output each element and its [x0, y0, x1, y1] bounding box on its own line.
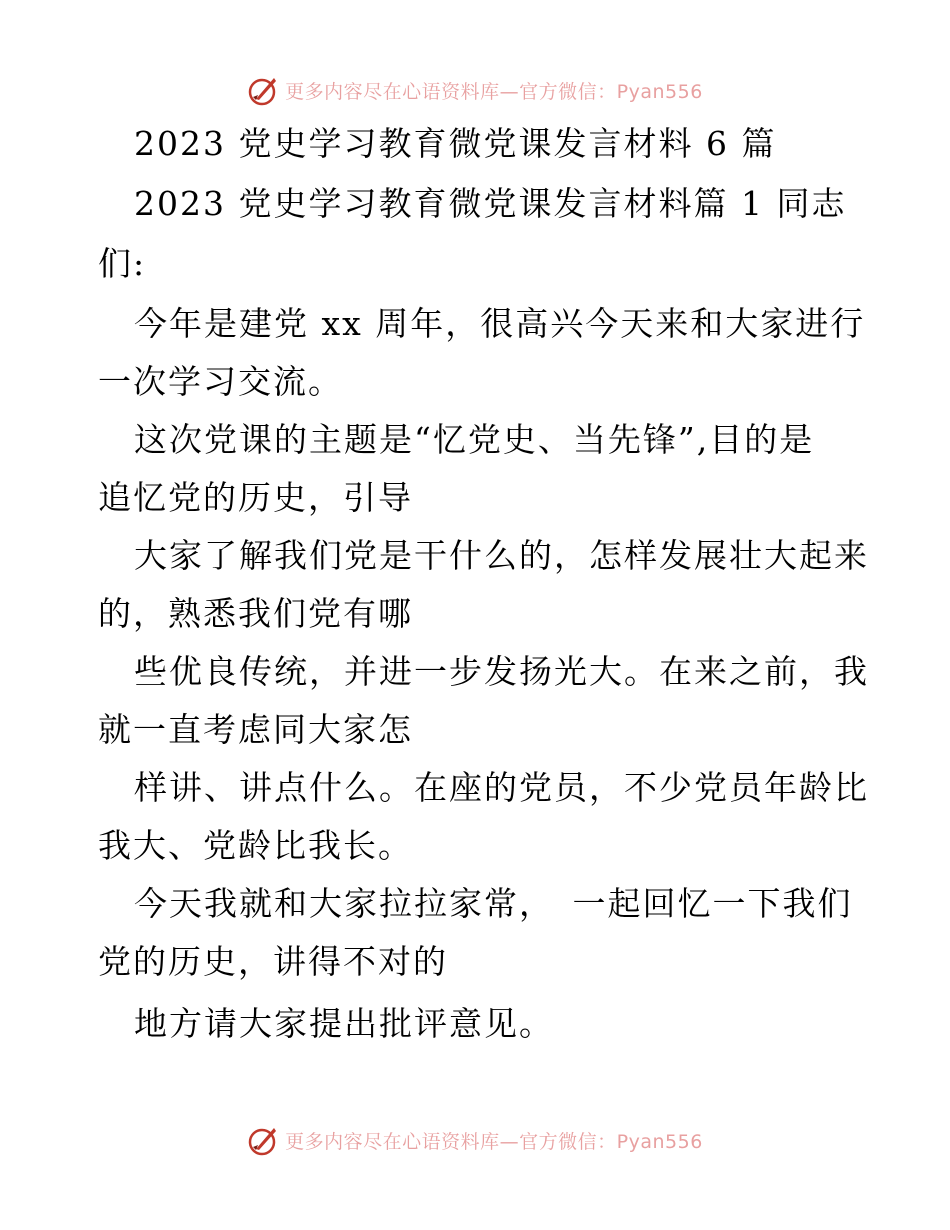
paragraph-line: 地方请大家提出批评意见。 [134, 1004, 554, 1043]
quill-pen-icon [247, 1123, 281, 1157]
paragraph-line: 2023 党史学习教育微党课发言材料篇 1 同志 [134, 184, 847, 223]
quill-pen-icon [247, 73, 281, 107]
header-banner-text: 更多内容尽在心语资料库—官方微信：Pyan556 [285, 80, 703, 103]
paragraph-line: 些优良传统，并进一步发扬光大。在来之前，我 [134, 652, 869, 691]
paragraph-line: 追忆党的历史，引导 [98, 478, 413, 517]
paragraph-line: 大家了解我们党是干什么的，怎样发展壮大起来 [134, 536, 869, 575]
footer-banner [0, 1120, 950, 1160]
paragraph-line: 的，熟悉我们党有哪 [98, 594, 413, 633]
paragraph-line: 一次学习交流。 [98, 362, 343, 401]
paragraph-line: 党的历史，讲得不对的 [98, 942, 448, 981]
paragraph-line: 就一直考虑同大家怎 [98, 710, 413, 749]
paragraph-line: 这次党课的主题是“忆党史、当先锋”,目的是 [134, 420, 815, 459]
footer-banner-text: 更多内容尽在心语资料库—官方微信：Pyan556 [285, 1130, 703, 1153]
header-banner [0, 70, 950, 110]
paragraph-line: 们: [98, 244, 147, 283]
paragraph-line: 样讲、讲点什么。在座的党员，不少党员年龄比 [134, 768, 869, 807]
paragraph-line: 今天我就和大家拉拉家常， 一起回忆一下我们 [134, 884, 853, 923]
document-title: 2023 党史学习教育微党课发言材料 6 篇 [134, 124, 777, 163]
paragraph-line: 我大、党龄比我长。 [98, 826, 413, 865]
paragraph-line: 今年是建党 xx 周年，很高兴今天来和大家进行 [134, 304, 866, 343]
